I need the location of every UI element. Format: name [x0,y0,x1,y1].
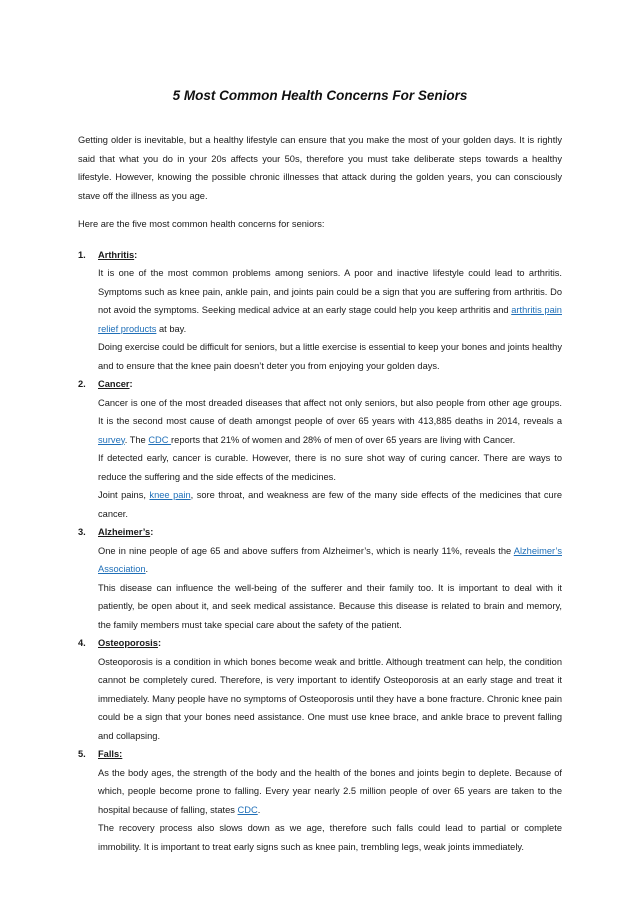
item-number: 2. [78,379,86,389]
item-paragraph: Doing exercise could be difficult for seniors, but a little exercise is essential to keep your bones and joints healthy and to ensure that the knee pain doesn’t deter you from enjoying your golden days. [98,342,562,371]
item-heading-text: Arthritis [98,249,135,260]
item-number: 4. [78,638,86,648]
item-paragraph [98,764,562,820]
text-span: at bay. [156,323,187,334]
text-span: One in nine people of age 65 and above suffers from Alzheimer’s, which is nearly 11%, reveals the [98,545,514,556]
item-heading-punct: : [129,379,133,389]
item-heading-text: Falls: [98,749,123,759]
concerns-list [78,246,562,857]
item-heading-text: Osteoporosis [98,638,158,648]
list-item-alzheimers [78,523,562,634]
item-number: 3. [78,527,86,537]
list-item-arthritis [78,246,562,376]
text-span: . [145,564,149,574]
list-item-falls [78,745,562,856]
alzheimers-association-link[interactable]: Alzheimer’s Association [98,545,562,574]
intro-paragraph: Getting older is inevitable, but a healthy lifestyle can ensure that you make the most of your golden days. It is rightly said that what you do in your 20s affects your 50s, therefore you must take deliberate steps towards a healthy lifestyle. However, knowing the possible chronic illnesses that attack during the golden years, you can consciously stave off the illness as you age. [78,135,562,201]
text-span: reports that 21% of women and 28% of men of over 65 years are living with Cancer. [171,434,516,445]
item-paragraph [98,542,562,579]
text-span: As the body ages, the strength of the body and the health of the bones and joints begin to deplete. Because of which, people become prone to falling. Every year nearly 2.5 million people of over 65 years are taken to the hospital because of falling, states [98,767,562,815]
item-heading [98,745,562,764]
item-number: 5. [78,749,86,759]
item-paragraph [98,394,562,450]
text-span: . [257,804,261,815]
text-span: Cancer is one of the most dreaded diseases that affect not only seniors, but also people from other age groups. It is the second most cause of death amongst people of over 65 years with 413,885 deaths in 2014, reveals a [98,397,562,426]
list-item-osteoporosis [78,634,562,745]
item-heading-punct: : [134,249,138,260]
text-span: Joint pains, [98,490,150,500]
arthritis-products-link[interactable]: arthritis pain relief products [98,305,562,334]
item-paragraph: This disease can influence the well-being of the sufferer and their family too. It is important to deal with it patiently, be open about it, and seek medical assistance. Because this disease is related to brain and memory, the family members must take special care about the safety of the patient. [98,582,562,630]
cdc-link[interactable]: CDC [237,804,258,815]
text-span: . The [124,434,149,445]
text-span: It is one of the most common problems among seniors. A poor and inactive lifestyle could lead to arthritis. Symptoms such as knee pain, ankle pain, and joints pain could be a sign that you are suffering from arthritis. Do not avoid the symptoms. Seeking medical advice at an early stage could help you keep arthritis and [98,268,562,315]
page-title: 5 Most Common Health Concerns For Seniors [172,88,468,103]
text-span: , sore throat, and weakness are few of the many side effects of the medicines that cure cancer. [98,490,562,519]
item-paragraph [98,264,562,338]
item-paragraph [98,486,562,523]
item-heading-text: Alzheimer’s [98,527,151,537]
item-heading-punct: : [150,527,154,537]
item-heading [98,523,562,542]
item-paragraph: The recovery process also slows down as we age, therefore such falls could lead to partial or complete immobility. It is important to treat early signs such as knee pain, trembling legs, weak joints immediately. [98,823,562,852]
item-heading [98,634,562,653]
survey-link[interactable]: survey [98,434,125,445]
item-paragraph: Osteoporosis is a condition in which bones become weak and brittle. Although treatment can help, the condition cannot be completely cured. Therefore, is very important to identify Osteoporosis at an early stage and treat it immediately. Many people have no symptoms of Osteoporosis until they have a bone fracture. Chronic knee pain could be a sign that your bones need assistance. One must use knee brace, and ankle brace to prevent falling and collapsing. [98,656,562,741]
knee-pain-link[interactable]: knee pain [149,490,191,500]
list-item-cancer [78,375,562,523]
document-page [78,88,562,856]
item-paragraph: If detected early, cancer is curable. However, there is no sure shot way of curing cancer. There are ways to reduce the suffering and the side effects of the medicines. [98,453,562,482]
item-number: 1. [78,249,86,260]
item-heading-punct: : [157,638,162,648]
item-heading [98,375,562,394]
item-heading-text: Cancer [98,379,130,389]
item-heading [98,246,562,265]
cdc-link[interactable]: CDC [148,434,172,445]
lead-paragraph: Here are the five most common health concerns for seniors: [78,219,325,229]
